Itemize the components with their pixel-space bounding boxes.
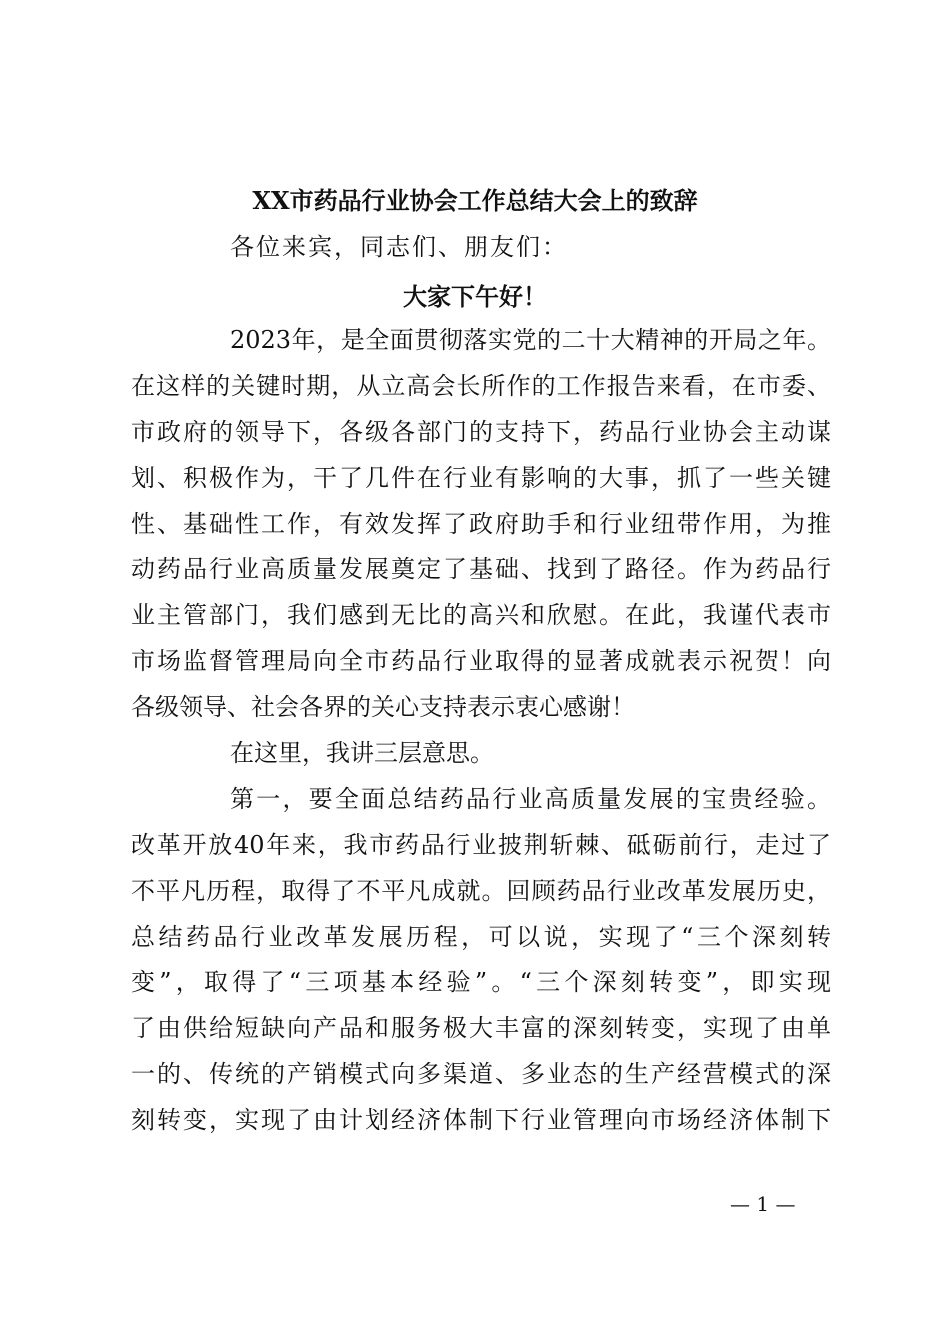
- paragraph-line: 总结药品行业改革发展历程，可以说，实现了“三个深刻转: [131, 922, 831, 951]
- paragraph-line: 2023年，是全面贯彻落实党的二十大精神的开局之年。: [230, 326, 831, 354]
- document-title: XX市药品行业协会工作总结大会上的致辞: [252, 186, 698, 215]
- salutation: 各位来宾，同志们、朋友们：: [230, 233, 568, 261]
- paragraph-line: 改革开放40年来，我市药品行业披荆斩棘、砥砺前行，走过了: [131, 830, 831, 859]
- greeting: 大家下午好！: [403, 282, 547, 311]
- paragraph-line: 一的、传统的产销模式向多渠道、多业态的生产经营模式的深: [131, 1060, 831, 1089]
- paragraph-line: 了由供给短缺向产品和服务极大丰富的深刻转变，实现了由单: [131, 1014, 831, 1043]
- paragraph-line: 在这里，我讲三层意思。: [230, 739, 494, 768]
- paragraph-line: 在这样的关键时期，从立高会长所作的工作报告来看，在市委、: [131, 371, 831, 400]
- paragraph-line: 业主管部门，我们感到无比的高兴和欣慰。在此，我谨代表市: [131, 601, 831, 630]
- page-number: — 1 —: [730, 1192, 796, 1216]
- paragraph-line: 第一，要全面总结药品行业高质量发展的宝贵经验。: [230, 784, 831, 813]
- body-text: [131, 322, 831, 1148]
- paragraph-line: 动药品行业高质量发展奠定了基础、找到了路径。作为药品行: [131, 555, 831, 584]
- paragraph-line: 性、基础性工作，有效发挥了政府助手和行业纽带作用，为推: [131, 509, 831, 538]
- paragraph-line: 不平凡历程，取得了不平凡成就。回顾药品行业改革发展历史，: [131, 876, 831, 905]
- paragraph-line: 各级领导、社会各界的关心支持表示衷心感谢！: [131, 693, 635, 722]
- paragraph-line: 市政府的领导下，各级各部门的支持下，药品行业协会主动谋: [131, 417, 831, 446]
- paragraph-line: 刻转变，实现了由计划经济体制下行业管理向市场经济体制下: [131, 1106, 831, 1135]
- paragraph-line: 变”，取得了“三项基本经验”。“三个深刻转变”，即实现: [131, 968, 831, 997]
- paragraph-line: 划、积极作为，干了几件在行业有影响的大事，抓了一些关键: [131, 463, 831, 492]
- paragraph-line: 市场监督管理局向全市药品行业取得的显著成就表示祝贺！向: [131, 647, 831, 676]
